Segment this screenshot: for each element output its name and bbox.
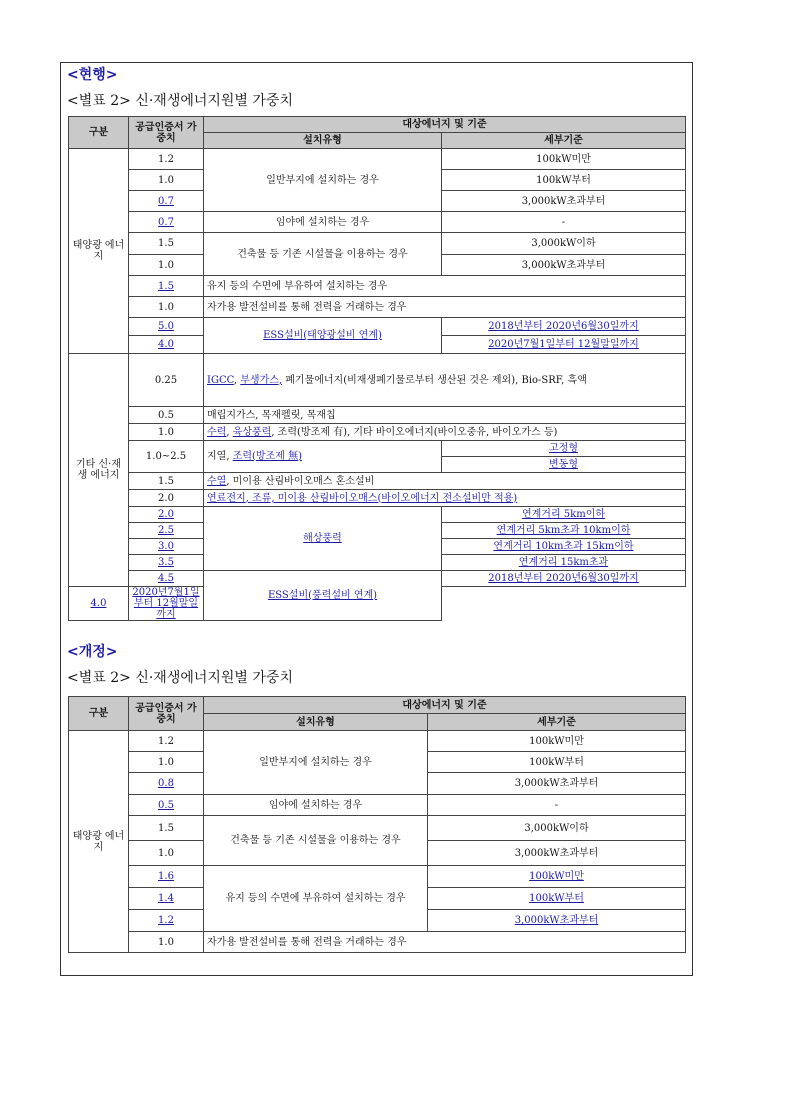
detail-cell: 100kW부터 [442,170,686,191]
weight-cell: 4.5 [129,571,204,587]
th-weight: 공급인증서 가중치 [129,117,204,149]
detail-cell: 2018년부터 2020년6월30일까지 [442,571,686,587]
weight-cell: 3.0 [129,539,204,555]
weight-cell: 1.0 [129,841,204,866]
weight-cell: 0.8 [129,773,204,795]
current-weight-table [68,116,686,621]
th-detail: 세부기준 [428,714,686,731]
type-building: 건축물 등 기존 시설물을 이용하는 경우 [204,233,442,276]
weight-cell: 0.25 [129,354,204,407]
detail-cell: - [428,795,686,816]
weight-cell: 1.0 [129,170,204,191]
weight-cell: 1.6 [129,866,204,888]
revised-weight-table [68,696,686,953]
weight-cell: 1.0 [129,297,204,318]
detail-cell: 고정형 [442,441,686,457]
detail-cell: 3,000kW초과부터 [428,910,686,932]
th-target: 대상에너지 및 기준 [204,117,686,133]
other-text: 지열, [207,451,233,462]
type-offshore-wind: 해상풍력 [204,507,442,571]
weight-cell: 1.0 [129,255,204,276]
detail-cell: 연계거리 5km초과 10km이하 [442,523,686,539]
th-gubun: 구분 [69,697,129,731]
th-type: 설치유형 [204,133,442,149]
weight-cell: 0.7 [129,212,204,233]
detail-cell: 3,000kW초과부터 [428,841,686,866]
other-row-1: IGCC, 부생가스, 폐기물에너지(비재생폐기물로부터 생산된 것은 제외), Bio-SRF, 흑액 [204,354,686,407]
revised-caption: <별표 2> 신·재생에너지원별 가중치 [67,670,293,686]
other-row-6 [204,490,686,507]
other-text: 수열 [207,475,227,487]
th-detail: 세부기준 [442,133,686,149]
detail-cell: 2018년부터 2020년6월30일까지 [442,318,686,336]
weight-cell: 1.2 [129,910,204,932]
other-text: 부생가스, [240,374,283,386]
weight-cell: 1.0 [129,424,204,441]
weight-cell: 0.5 [129,407,204,424]
other-category: 기타 신·재생 에너지 [69,354,129,587]
detail-cell: 3,000kW초과부터 [428,773,686,795]
type-forest: 임야에 설치하는 경우 [204,212,442,233]
detail-cell: 2020년7월1일부터 12월말일까지 [129,587,204,621]
th-target: 대상에너지 및 기준 [204,697,686,714]
detail-cell: 100kW부터 [428,888,686,910]
type-general: 일반부지에 설치하는 경우 [204,731,428,795]
other-text: 조력(방조제 無) [232,451,302,462]
th-type: 설치유형 [204,714,428,731]
detail-cell: - [442,212,686,233]
weight-cell: 1.0~2.5 [129,441,204,473]
type-self: 자가용 발전설비를 통해 전력을 거래하는 경우 [204,297,686,318]
current-caption: <별표 2> 신·재생에너지원별 가중치 [67,93,293,109]
detail-cell: 3,000kW이하 [442,233,686,255]
detail-cell: 100kW미만 [442,149,686,170]
other-text: 수력 [207,426,227,438]
weight-cell: 1.0 [129,932,204,953]
detail-cell: 2020년7월1일부터 12월말일까지 [442,336,686,354]
weight-cell: 1.0 [129,752,204,773]
detail-cell: 3,000kW초과부터 [442,191,686,212]
other-row-3: 수력, 육상풍력, 조력(방조제 有), 기타 바이오에너지(바이오중유, 바이오가스 등) [204,424,686,441]
detail-cell: 100kW미만 [428,866,686,888]
weight-cell: 0.5 [129,795,204,816]
weight-cell: 1.2 [129,149,204,170]
type-water: 유지 등의 수면에 부유하여 설치하는 경우 [204,276,686,297]
type-ess-solar: ESS설비(태양광설비 연계) [204,318,442,354]
type-building: 건축물 등 기존 시설물을 이용하는 경우 [204,816,428,866]
weight-cell: 2.5 [129,523,204,539]
th-gubun: 구분 [69,117,129,149]
other-text: 연료전지 [207,492,246,504]
weight-cell: 2.0 [129,490,204,507]
solar-category: 태양광 에너지 [69,731,129,953]
detail-cell: 연계거리 10km초과 15km이하 [442,539,686,555]
type-forest: 임야에 설치하는 경우 [204,795,428,816]
other-text: , 조류, 미이용 산림바이오매스(바이오에너지 전소설비만 적용) [245,492,518,504]
th-weight: 공급인증서 가중치 [129,697,204,731]
weight-cell: 5.0 [129,318,204,336]
weight-cell: 2.0 [129,507,204,523]
other-text: 육상풍력 [232,426,272,438]
type-water: 유지 등의 수면에 부유하여 설치하는 경우 [204,866,428,932]
revised-header: <개정> [67,644,118,660]
other-row-5 [204,473,686,490]
other-row-4 [204,441,442,473]
weight-cell: 1.5 [129,276,204,297]
detail-cell: 3,000kW이하 [428,816,686,841]
weight-cell: 4.0 [129,336,204,354]
detail-cell: 100kW부터 [428,752,686,773]
detail-cell: 연계거리 15km초과 [442,555,686,571]
weight-cell: 1.5 [129,233,204,255]
detail-cell: 변동형 [442,457,686,473]
weight-cell: 0.7 [129,191,204,212]
other-text: , 미이용 산림바이오매스 혼소설비 [226,475,375,487]
solar-category: 태양광 에너지 [69,149,129,354]
type-general: 일반부지에 설치하는 경우 [204,149,442,212]
type-self: 자가용 발전설비를 통해 전력을 거래하는 경우 [204,932,686,953]
weight-cell: 3.5 [129,555,204,571]
other-text: IGCC [207,374,234,386]
weight-cell: 1.4 [129,888,204,910]
weight-cell: 1.5 [129,816,204,841]
other-row-2: 매립지가스, 목재펠릿, 목재칩 [204,407,686,424]
other-text: , 조력(방조제 有), 기타 바이오에너지(바이오중유, 바이오가스 등) [271,426,558,438]
detail-cell: 3,000kW초과부터 [442,255,686,276]
type-ess-wind: ESS설비(풍력설비 연계) [204,571,442,621]
weight-cell: 1.2 [129,731,204,752]
weight-cell: 1.5 [129,473,204,490]
detail-cell: 100kW미만 [428,731,686,752]
detail-cell: 연계거리 5km이하 [442,507,686,523]
other-text: 폐기물에너지(비재생폐기물로부터 생산된 것은 제외), Bio-SRF, 흑액 [282,374,587,386]
weight-cell: 4.0 [69,587,129,621]
current-header: <현행> [67,67,118,83]
